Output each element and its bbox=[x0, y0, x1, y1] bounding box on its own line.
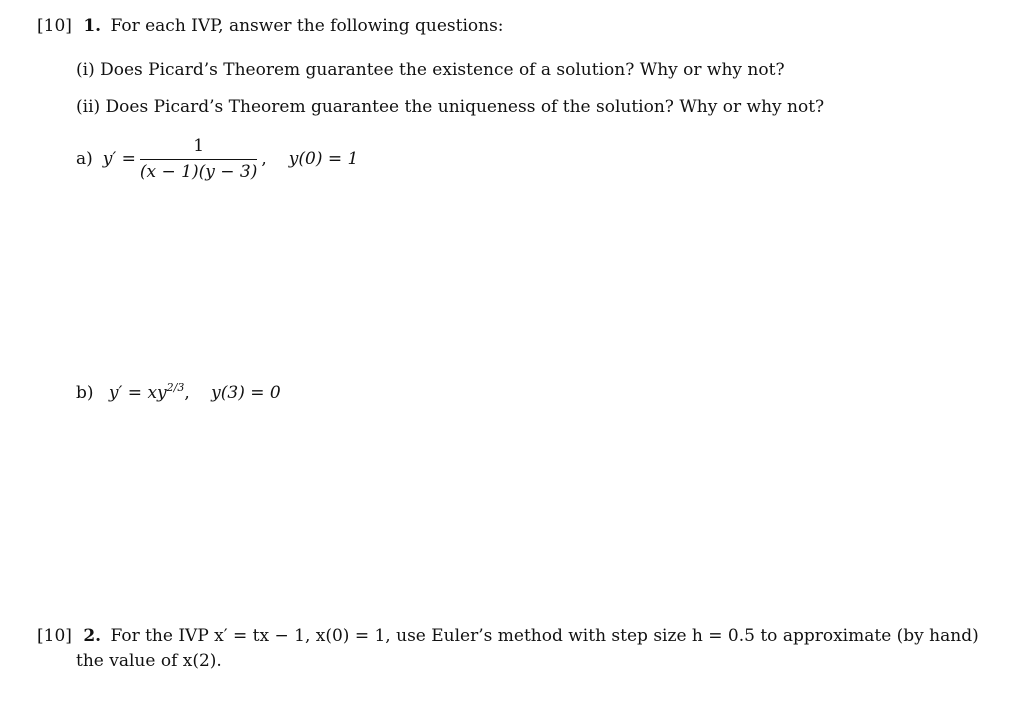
q1-sub-i: (i) Does Picard’s Theorem guarantee the existence of a solution? Why or why not? bbox=[76, 60, 785, 80]
part-a-label: a) bbox=[76, 149, 93, 170]
q1-part-a bbox=[76, 137, 358, 181]
q2-line1: For the IVP x′ = tx − 1, x(0) = 1, use Euler’s method with step size h = 0.5 to approximate (by hand) bbox=[110, 626, 979, 646]
part-a-fraction bbox=[140, 137, 257, 181]
part-b-lhs: y′ = xy bbox=[108, 383, 167, 403]
q1-prompt: For each IVP, answer the following questions: bbox=[110, 16, 504, 36]
question-1 bbox=[37, 16, 504, 36]
q1-part-b bbox=[76, 381, 281, 403]
q2-marks: [10] bbox=[37, 626, 72, 646]
q1-sub-ii: (ii) Does Picard’s Theorem guarantee the uniqueness of the solution? Why or why not? bbox=[76, 97, 825, 117]
part-a-numerator: 1 bbox=[140, 137, 257, 160]
q2-number: 2. bbox=[83, 626, 102, 646]
part-a-denominator: (x − 1)(y − 3) bbox=[139, 161, 258, 182]
part-b-label: b) bbox=[76, 383, 94, 403]
q1-marks: [10] bbox=[37, 16, 72, 36]
q2-line2: the value of x(2). bbox=[76, 651, 222, 671]
question-2 bbox=[37, 626, 979, 646]
part-b-comma: , bbox=[184, 383, 190, 403]
part-b-initial-condition: y(3) = 0 bbox=[211, 383, 281, 403]
part-b-exponent: 2/3 bbox=[166, 381, 185, 394]
q1-number: 1. bbox=[83, 16, 102, 36]
part-a-lhs: y′ = bbox=[102, 149, 136, 170]
part-a-comma: , bbox=[261, 149, 267, 170]
part-a-initial-condition: y(0) = 1 bbox=[288, 149, 359, 170]
